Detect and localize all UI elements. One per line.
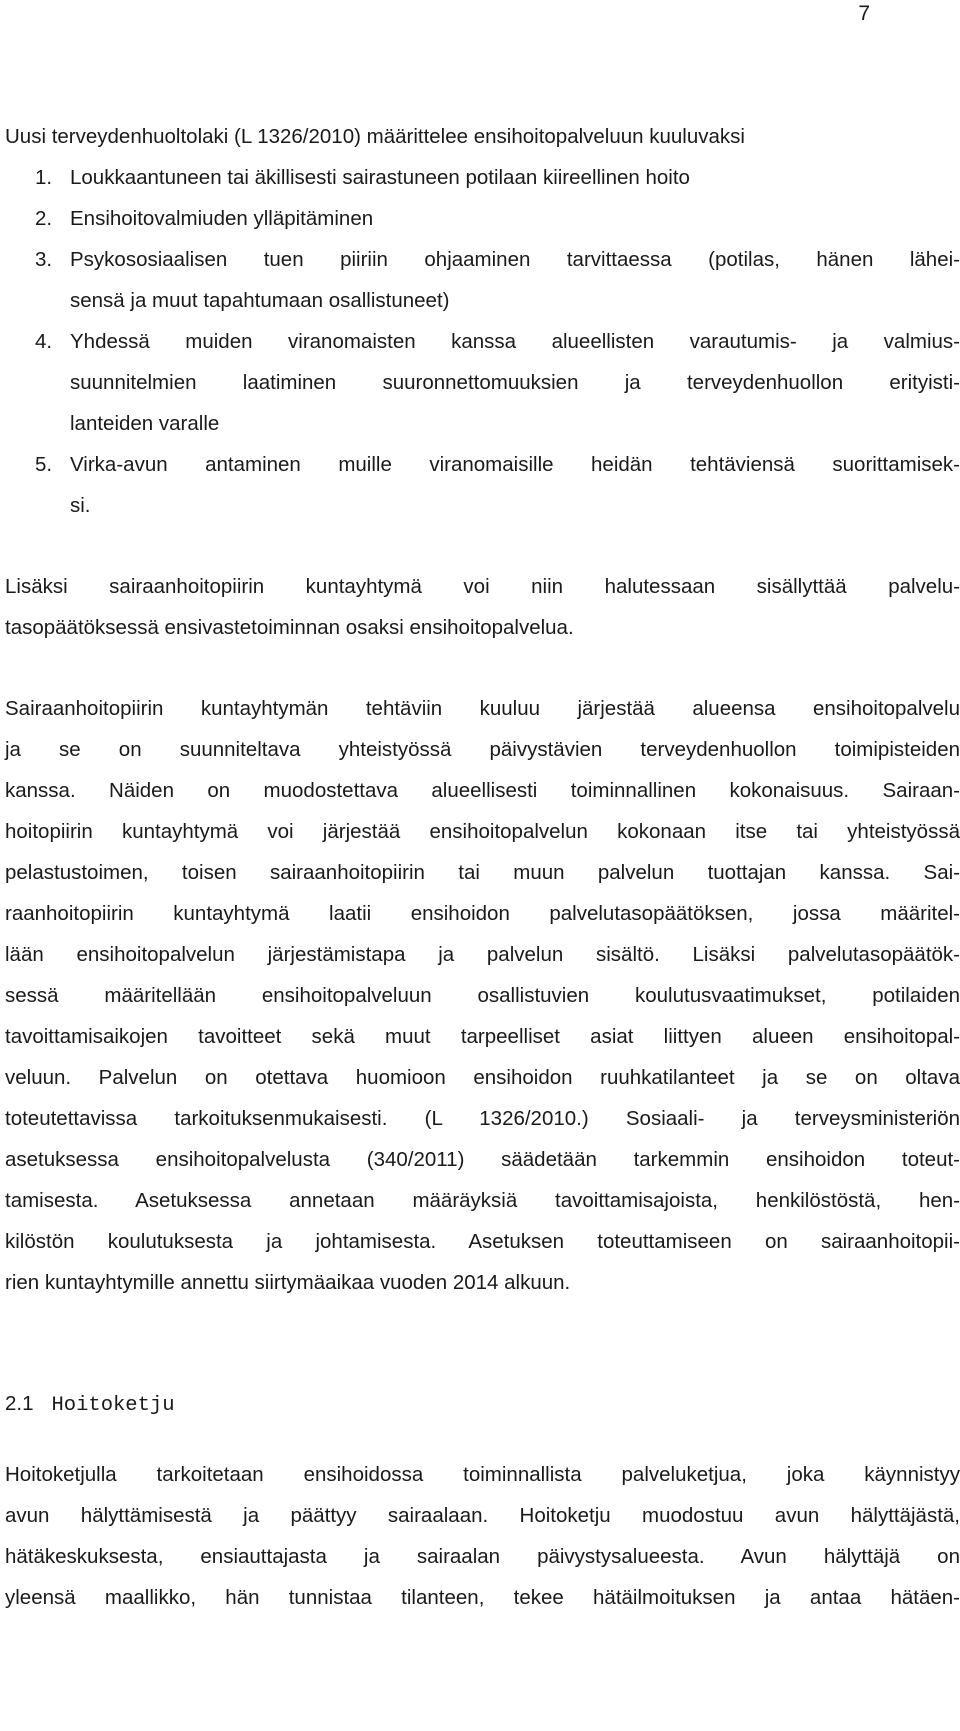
paragraph-sairaanhoitopiiri [5,688,960,1303]
text-line: Uusi terveydenhuoltolaki (L 1326/2010) määrittelee ensihoitopalveluun kuuluvaksi [5,125,745,148]
list-item [5,198,960,239]
paragraph-ensivaste [5,566,960,648]
text-line: yleensä maallikko, hän tunnistaa tilanteen, tekee hätäilmoituksen ja antaa hätäen- [5,1586,960,1609]
text-line: asetuksessa ensihoitopalvelusta (340/2011) säädetään tarkemmin ensihoidon toteut- [5,1148,960,1171]
text-line: kilöstön koulutuksesta ja johtamisesta. Asetuksen toteuttamiseen on sairaanhoitopii- [5,1230,960,1253]
text-line: Psykososiaalisen tuen piiriin ohjaaminen tarvittaessa (potilas, hänen lähei- [70,248,960,271]
text-line: rien kuntayhtymille annettu siirtymäaikaa vuoden 2014 alkuun. [5,1271,571,1294]
spacer [5,526,960,566]
list-item [5,444,960,526]
page-content [5,116,960,1618]
text-line: Yhdessä muiden viranomaisten kanssa alueellisten varautumis- ja valmius- [70,330,960,353]
text-line: Lisäksi sairaanhoitopiirin kuntayhtymä voi niin halutessaan sisällyttää palvelu- [5,575,960,598]
text-line: sessä määritellään ensihoitopalveluun osallistuvien koulutusvaatimukset, potilaiden [5,984,960,1007]
text-line: pelastustoimen, toisen sairaanhoitopiirin tai muun palvelun tuottajan kanssa. Sai- [5,861,960,884]
text-line: toteutettavissa tarkoituksenmukaisesti. (L 1326/2010.) Sosiaali- ja terveysministeriön [5,1107,960,1130]
section-title: Hoitoketju [51,1394,175,1417]
text-line: lanteiden varalle [70,412,220,435]
text-line: tamisesta. Asetuksessa annetaan määräyksiä tavoittamisajoista, henkilöstöstä, hen- [5,1189,960,1212]
spacer [5,1424,960,1454]
list-item [5,239,960,321]
text-line: Loukkaantuneen tai äkillisesti sairastuneen potilaan kiireellinen hoito [70,166,690,189]
list-item [5,157,960,198]
text-line: suunnitelmien laatiminen suuronnettomuuksien ja terveydenhuollon erityisti- [70,371,960,394]
intro-paragraph [5,116,960,157]
text-line: Virka-avun antaminen muille viranomaisille heidän tehtäviensä suorittamisek- [70,453,960,476]
text-line: Ensihoitovalmiuden ylläpitäminen [70,207,374,230]
text-line: si. [70,494,91,517]
text-line: tavoittamisaikojen tavoitteet sekä muut tarpeelliset asiat liittyen alueen ensihoitopal- [5,1025,960,1048]
list-item-number: 5. [35,453,53,476]
paragraph-hoitoketju [5,1454,960,1618]
list-item [5,321,960,444]
list-item-number: 3. [35,248,53,271]
list-item-number: 1. [35,166,53,189]
list-item-number: 2. [35,207,53,230]
ensihoito-services-list [5,157,960,526]
text-line: hätäkeskuksesta, ensiauttajasta ja sairaalan päivystysalueesta. Avun hälyttäjä on [5,1545,960,1568]
section-number: 2.1 [5,1392,34,1415]
text-line: sensä ja muut tapahtumaan osallistuneet) [70,289,450,312]
text-line: ja se on suunniteltava yhteistyössä päivystävien terveydenhuollon toimipisteiden [5,738,960,761]
spacer [5,648,960,688]
text-line: Hoitoketjulla tarkoitetaan ensihoidossa toiminnallista palveluketjua, joka käynnistyy [5,1463,960,1486]
text-line: lään ensihoitopalvelun järjestämistapa ja palvelun sisältö. Lisäksi palvelutasopäätök- [5,943,960,966]
section-heading [5,1383,960,1424]
list-item-number: 4. [35,330,53,353]
text-line: kanssa. Näiden on muodostettava alueellisesti toiminnallinen kokonaisuus. Sairaan- [5,779,960,802]
page-number: 7 [858,2,870,25]
text-line: avun hälyttämisestä ja päättyy sairaalaan. Hoitoketju muodostuu avun hälyttäjästä, [5,1504,960,1527]
text-line: raanhoitopiirin kuntayhtymä laatii ensihoidon palvelutasopäätöksen, jossa määritel- [5,902,960,925]
text-line: tasopäätöksessä ensivastetoiminnan osaksi ensihoitopalvelua. [5,616,574,639]
text-line: hoitopiirin kuntayhtymä voi järjestää ensihoitopalvelun kokonaan itse tai yhteistyössä [5,820,960,843]
text-line: veluun. Palvelun on otettava huomioon ensihoidon ruuhkatilanteet ja se on oltava [5,1066,960,1089]
text-line: Sairaanhoitopiirin kuntayhtymän tehtäviin kuuluu järjestää alueensa ensihoitopalvelu [5,697,960,720]
